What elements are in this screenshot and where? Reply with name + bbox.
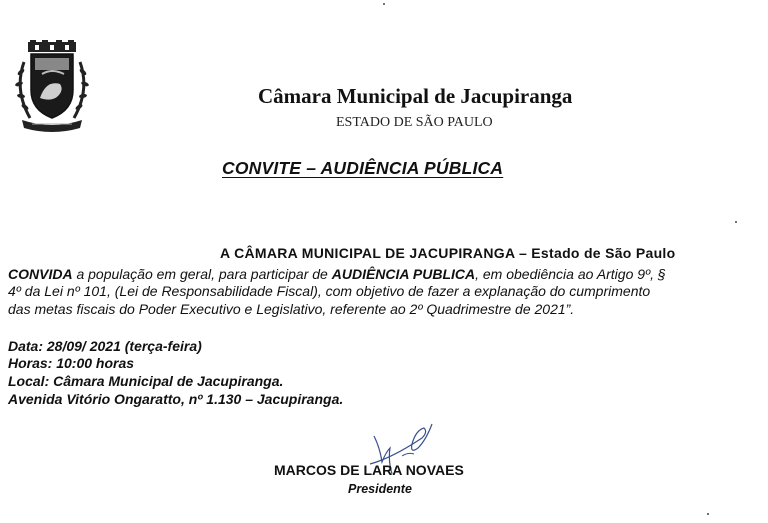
event-time: Horas: 10:00 horas: [8, 355, 135, 371]
page-title: Câmara Municipal de Jacupiranga: [258, 84, 573, 108]
signer-name: MARCOS DE LARA NOVAES: [274, 462, 464, 478]
scan-speck: [383, 3, 385, 5]
audiencia-word: AUDIÊNCIA PUBLICA: [331, 266, 476, 282]
notice-text: , em obediência ao Artigo 9º, §: [475, 266, 666, 282]
scan-speck: [707, 513, 709, 515]
notice-paragraph-line-3: das metas fiscais do Poder Executivo e Legislativo, referente ao 2º Quadrimestre de 2021”.: [8, 301, 575, 317]
notice-paragraph-line-1: [8, 266, 666, 282]
event-date: Data: 28/09/ 2021 (terça-feira): [8, 338, 202, 354]
signer-role: Presidente: [348, 482, 412, 496]
page-subtitle: ESTADO DE SÃO PAULO: [336, 115, 493, 130]
event-location: Local: Câmara Municipal de Jacupiranga.: [8, 373, 284, 389]
scan-speck: [735, 221, 737, 223]
notice-lead: A CÂMARA MUNICIPAL DE JACUPIRANGA – Estado de São Paulo: [220, 245, 676, 261]
notice-paragraph-line-2: 4º da Lei nº 101, (Lei de Responsabilidade Fiscal), com objetivo de fazer a explanação do cumprimento: [8, 283, 651, 299]
coat-of-arms-icon: [14, 40, 90, 132]
notice-heading: CONVITE – AUDIÊNCIA PÚBLICA: [222, 158, 504, 178]
convida-word: CONVIDA: [8, 266, 73, 282]
notice-text: a população em geral, para participar de: [72, 266, 332, 282]
event-address: Avenida Vitório Ongaratto, nº 1.130 – Jacupiranga.: [8, 391, 344, 407]
